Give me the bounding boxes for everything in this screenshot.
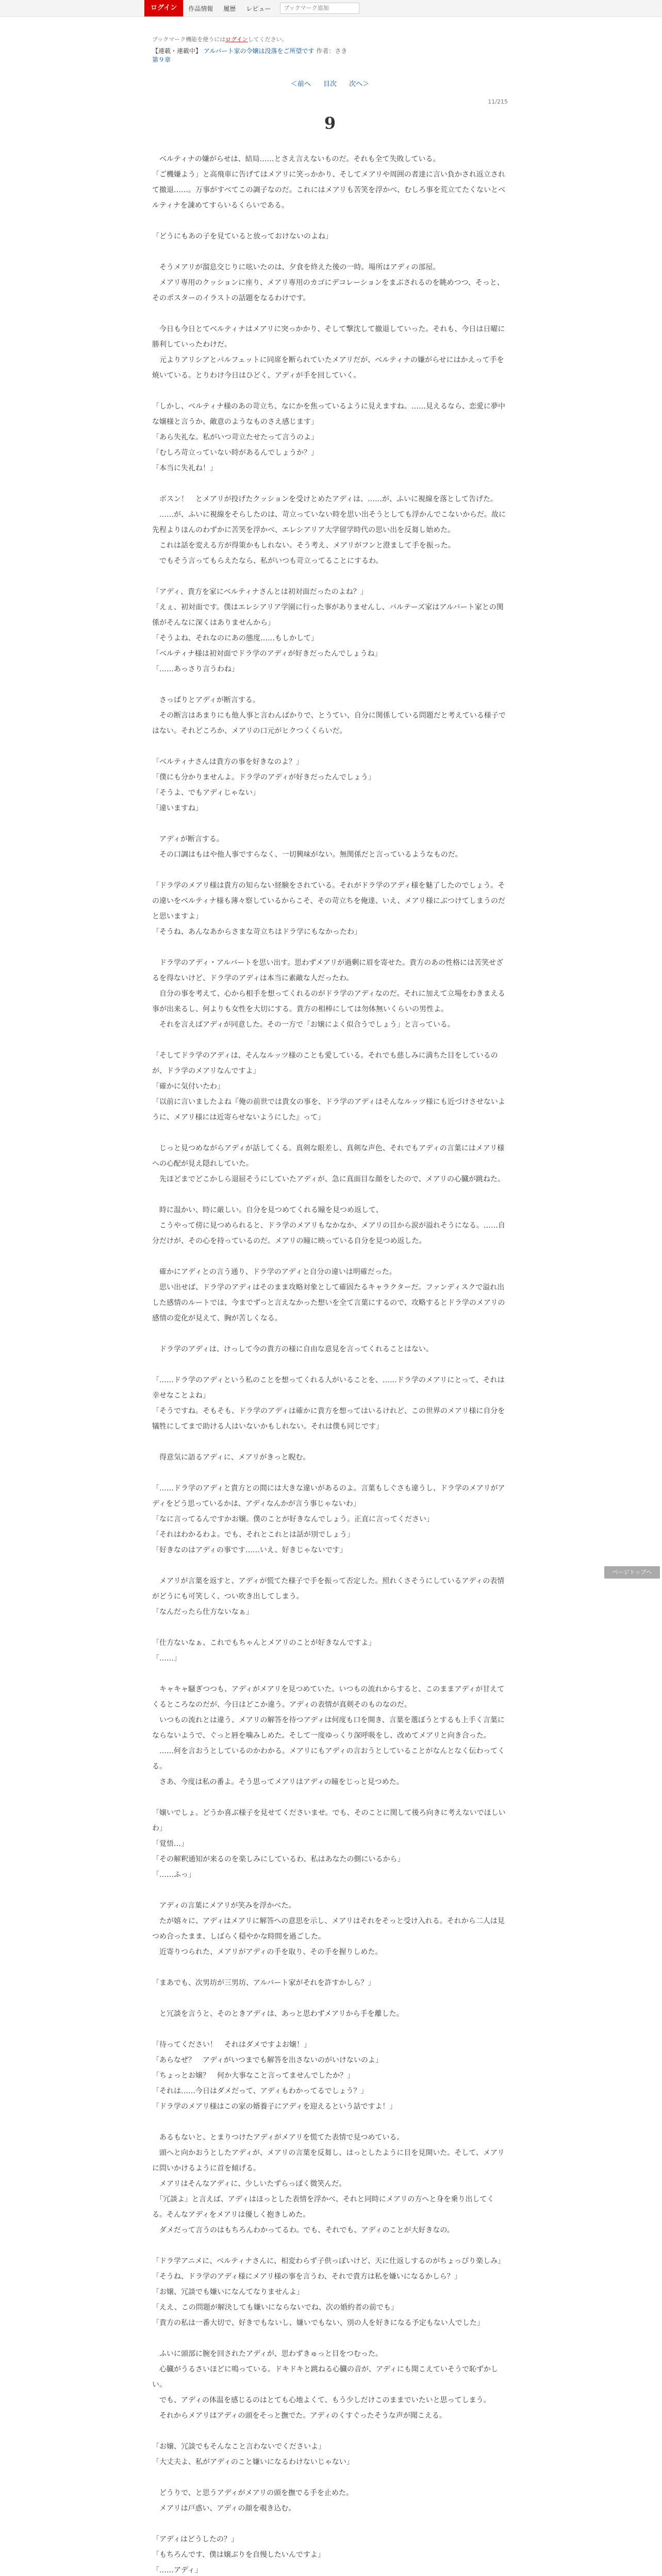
body-paragraph: じっと見つめながらアディが話してくる。真剣な眼差し、真剣な声色、それでもアディの言葉にはメアリ様への心配が見え隠れしていた。 先ほどまでどこかしら退屈そうにしていたアディが、急に真面目な顔をしたので、メアリの心臓が跳ねた。 xyxy=(152,1144,505,1183)
body-paragraph: さっぱりとアディが断言する。 その断言はあまりにも他人事と言わんばかりで、とうてい、自分に関係している問題だと考えている様子ではない。それどころか、メアリの口元がヒクつくくらいだ。 xyxy=(152,696,506,735)
body-paragraph: 確かにアディとの言う通り、ドラ学のアディと自分の違いは明確だった。 思い出せば、ドラ学のアディはそのまま攻略対象として確固たるキャラクターだ。ファンディスクで溢れ出した感情のルートでは、今までずっと言えなかった想いを全て言葉にするので、攻略するとドラ学のメアリの感情の変化が見えて、胸が苦しくなる。 xyxy=(152,1268,505,1323)
series-info xyxy=(152,46,508,64)
chapter-pager xyxy=(152,78,508,88)
body-paragraph: 「アディ、貴方を家にベルティナさんとは初対面だったのよね？」 「えぇ、初対面です。僕はエレシアリア学園に行った事がありませんし、バルテーズ家はアルバート家との関係がそんなに深くはありませんから」 「そうよね、それなのにあの態度……もしかして」 「ベルティナ様は初対面でドラ学のアディが好きだったんでしょうね」 「……あっさり言うわね」 xyxy=(152,588,504,673)
body-paragraph: 「待ってください！ それはダメですよお嬢！」 「あらなぜ？ アディがいつまでも解答を出さないのがいけないのよ」 「ちょっとお嬢？ 何か大事なこと言ってませんでしたか？」 「それは……今日はダメだって、アディもわかってるでしょう？」 「ドラ学のメアリ様はこの家の婿養子にアディを迎えるという話ですよ！」 xyxy=(152,2041,397,2111)
body-paragraph: どうりで、と思うアディがメアリの頭を撫でる手を止めた。 メアリは戸惑い、アディの顔を覗き込む。 xyxy=(159,2489,354,2513)
nav-link-history[interactable]: 履歴 xyxy=(223,5,236,12)
body-paragraph: 「ドラ学のメアリ様は貴方の知らない経験をされている。それがドラ学のアディ様を魅了したのでしょう。その違いをベルティナ様も薄々察しているからこそ、その苛立ちを俺達、いえ、メアリ様にぶつけてしまうのだと思いますよ」 「そうね、あんなあからさまな苛立ちはドラ学にもなかったわ」 xyxy=(152,882,505,936)
page-number: 11/215 xyxy=(488,98,508,105)
page-top-button[interactable]: ページトップへ xyxy=(604,1566,660,1579)
body-paragraph: 「お嬢、冗談でもそんなこと言わないでくださいよ」 「大丈夫よ、私がアディのこと嫌いになるわけないじゃない」 xyxy=(152,2443,354,2466)
body-paragraph: ベルティナの嫌がらせは、結局……とさえ言えないものだ。それも全て失敗している。 「ご機嫌よう」と高飛車に告げてはメアリに笑っかかり、そしてメアリや周囲の者達に言い負かされ返立されて撤退……。万事がすべてこの調子なのだ。これにはメアリも苦笑を浮かべ、むしろ事を荒立てたくないとベルティナを諌めてすらいるくらいである。 xyxy=(152,155,506,210)
body-paragraph: ふいに頭部に腕を回されたアディが、思わずきゅっと目をつむった。 心臓がうるさいほどに鳴っている。ドキドキと跳ねる心臓の音が、アディにも聞こえていそうで恥ずかしい。 でも、アディの体温を感じるのはとても心地よくて、もう少しだけこのままでいたいと思ってしまう。 それからメアリはアディの頭をそっと撫でた。アディのくすぐったそうな声が聞こえる。 xyxy=(152,2350,498,2420)
body-paragraph: 「ベルティナさんは貴方の事を好きなのよ？」 「僕にも分かりませんよ。ドラ学のアディが好きだったんでしょう」 「そうよ、でもアディじゃない」 「違いますね」 xyxy=(152,758,375,812)
body-paragraph: 「そしてドラ学のアディは、そんなルッツ様のことも愛している。それでも慈しみに満ちた目をしているのが、ドラ学のメアリなんですよ」 「確かに気付いたわ」 「以前に言いましたよね『俺の前世では貴女の事を、ドラ学のアディはそんなルッツ様にも近づけさせないように、メアリ様には近寄らせないようにした』って」 xyxy=(152,1052,505,1122)
top-nav-bar xyxy=(0,0,662,17)
body-paragraph: アディが断言する。 その口調はもはや他人事ですらなく、一切興味がない。無関係だと言っているようなものだ。 xyxy=(159,835,462,859)
body-paragraph: 得意気に語るアディに、メアリがきっと睨む。 xyxy=(152,1453,310,1462)
bookmark-input[interactable] xyxy=(280,3,359,14)
notice-login-link[interactable]: ログイン xyxy=(225,36,248,43)
body-paragraph: 「仕方ないなぁ、これでもちゃんとメアリのことが好きなんですよ」 「……」 xyxy=(152,1639,376,1663)
body-paragraph: 「……ドラ学のアディと貴方との間には大きな違いがあるのよ。言葉もしぐさも違うし、ドラ学のメアリがアディをどう思っているかは、アディなんかが言う事じゃないわ」 「なに言ってるんですかお嬢。僕のことが好きなんでしょう。正直に言ってください」 「それはわかるわよ。でも、それとこれとは話が別でしょう」 「好きなのはアディの事です……いえ、好きじゃないです」 xyxy=(152,1484,505,1554)
body-paragraph: 「しかし、ベルティナ様のあの苛立ち、なにかを焦っているように見えますね。……見えるなら、恋愛に夢中な嬢様と言うか、敵意のようなものさえ感じます」 「あら失礼な。私がいつ苛立たせたって言うのよ」 「むしろ苛立っていない時があるんでしょうか？」 「本当に失礼ね！」 xyxy=(152,402,505,472)
notice-prefix: ブックマーク機能を使うには xyxy=(152,36,226,43)
next-link[interactable]: 次へ＞ xyxy=(349,80,370,88)
body-paragraph: ドラ学のアディは、けっして今の貴方の様に自由な意見を言ってくれることはない。 xyxy=(152,1345,433,1353)
body-paragraph: キャキャ騒ぎつつも、アディがメアリを見つめていた。いつもの流れからすると、このままアディが甘えてくるところなのだが、今日はどこか違う。アディの表情が真剣そのものなのだ。 いつもの流れとは違う、メアリの解答を待つアディは何度も口を開き、言葉を選ぼうとするも上手く言葉にならないようで、ぐっと唇を噛みしめた。そして一度ゆっくり深呼吸をし、改めてメアリと向き合った。 ……何を言おうとしているのかわかる。メアリにもアディの言おうとしていることがなんとなく伝わってくる。 さあ、今度は私の番よ。そう思ってメアリはアディの瞳をじっと見つめた。 xyxy=(152,1685,505,1786)
body-paragraph: あるもないと、とまりつけたアディがメアリを慌てた表情で見つめている。 頭へと向かおうとしたアディが、メアリの言葉を反芻し、はっとしたように目を見開いた。そして、メアリに問いかけるように首を傾げる。 メアリはそんなアディに、少しいたずらっぽく微笑んだ。 「冗談よ」と言えば、アディはほっとした表情を浮かべ、それと同時にメアリの方へと身を乗り出してくる。そんなアディをメアリは優しく抱きしめた。 ダメだって言うのはもちろんわかってるわ。でも、それでも、アディのことが大好きなの。 xyxy=(152,2133,505,2234)
chapter-title: 9 xyxy=(324,113,336,133)
index-link[interactable]: 目次 xyxy=(323,80,337,88)
notice-suffix: してください。 xyxy=(247,36,288,43)
reader-content xyxy=(152,31,508,2576)
body-paragraph: そうメアリが溜息交じりに呟いたのは、夕食を終えた後の一時。場所はアディの部屋。 メアリ専用のクッションに座り、メアリ専用のカゴにデコレーションをまぶされるのを眺めつつ、そっと、そのポスターのイラストの話題をなるわけです。 xyxy=(152,263,504,302)
body-paragraph: 「アディはどうしたの？」 「もちろんです、僕は嬢ぶりを自慢したいんですよ」 「……アディ」 xyxy=(152,2535,325,2574)
body-paragraph: 時に温かい、時に厳しい。自分を見つめてくれる瞳を見つめ返して、 こうやって傍に見つめられると、ドラ学のメアリもなかなか、メアリの目から涙が溢れそうになる。……自分だけが、その心を持っているのだ。メアリの瞳に映っている自分を見つめ返した。 xyxy=(152,1206,505,1245)
body-paragraph: 「まあでも、次男坊が三男坊、アルバート家がそれを許すかしら？」 と冗談を言うと、そのときアディは、あっと思わずメアリから手を離した。 xyxy=(152,1979,404,2018)
body-paragraph: メアリが言葉を返すと、アディが慌てた様子で手を振って否定した。照れくさそうにしているアディの表情がどうにも可笑しく、つい吹き出してしまう。 「なんだったら仕方ないなぁ」 xyxy=(152,1577,505,1616)
body-paragraph: 「ドラ学アニメに、ベルティナさんに、相変わらず子供っぽいけど、天に仕返しするのがちょっぴり楽しみ」 「そうね、ドラ学のアディ様にメアリ様の事を言うわ、それで貴方は私を嫌いになるかしら？」 「お嬢、冗談でも嫌いになんてなりませんよ」 「ええ、この問題が解決しても嫌いにならないでね、次の婚約者の前でも」 「貴方の私は一番大切で、好きでもないし、嫌いでもない、別の人を好きになる予定もない人でした」 xyxy=(152,2257,505,2327)
chapter-label: 第９章 xyxy=(152,56,171,63)
chapter-body xyxy=(152,151,508,2576)
bookmark-notice xyxy=(152,35,508,43)
body-paragraph: アディの言葉にメアリが笑みを浮かべた。 たが嬉々に、アディはメアリに解答への意思を示し、メアリはそれをそっと受け入れる。それから二人は見つめ合ったまま、しばらく穏やかな時間を過ごした。 近寄りつられた、メアリがアディの手を取り、その手を握りしめた。 xyxy=(152,1902,505,1956)
nav-link-work-info[interactable]: 作品情報 xyxy=(188,5,213,12)
series-author[interactable]: 作者：さき xyxy=(316,47,347,55)
series-title-link[interactable]: アルバート家の令嬢は没落をご所望です xyxy=(203,47,315,55)
series-status: 【連載・連載中】 xyxy=(152,47,202,55)
body-paragraph: ボスン！ とメアリが投げたクッションを受けとめたアディは、……が、ふいに視線を落として告げた。 ……が、ふいに視線をそらしたのは、苛立っていない時を思い出そうとしても浮かんでこないからだ。故に先程よりほんのわずかに苦笑を浮かべ、エレシアリア大学留学時代の思い出を反芻し始めた。 これは話を変える方が得策かもしれない。そう考え、メアリがフンと澄まして手を振った。 でもそう言ってもらえたなら、私がいつも苛立ってることにするわ。 xyxy=(152,495,506,565)
body-paragraph: ドラ学のアディ・アルバートを思い出す。思わずメアリが過剰に眉を寄せた。貴方のあの性格には苦笑せざるを得ないけど、ドラ学のアディは本当に素敵な人だったわ。 自分の事を考えて、心から相手を想ってくれるのがドラ学のアディなのだ。それに加えて立場をわきまえる事が出来るし、何よりも女性を大切にする。貴方の相棒にしては勿体無いくらいの男性よ。 それを言えばアディが同意した。その一方で「お嬢によく似合うでしょう」と言っている。 xyxy=(152,959,505,1029)
nav-link-review[interactable]: レビュー xyxy=(246,5,271,12)
prev-link[interactable]: ＜前へ xyxy=(290,80,311,88)
body-paragraph: 「どうにもあの子を見ていると放っておけないのよね」 xyxy=(152,232,333,241)
body-paragraph: 「……ドラ学のアディという私のことを想ってくれる人がいることを、……ドラ学のメアリにとって、それは幸せなことよね」 「そうですね。そもそも、ドラ学のアディは確かに貴方を想ってはいるけれど、この世界のメアリ様に自分を犠牲にしてまで助ける人はいないかもしれない。それは僕も同じです」 xyxy=(152,1376,505,1431)
login-button[interactable]: ログイン xyxy=(144,0,183,16)
body-paragraph: 今日も今日とてベルティナはメアリに突っかかり、そして撃沈して撤退していった。それも、今日は日曜に勝利していったわけだ。 元よりアリシアとパルフェットに同席を断られていたメアリだが、ベルティナの嫌がらせにはかえって手を焼いている。とりわけ今日はひどく、アディが手を回していく。 xyxy=(152,325,505,380)
body-paragraph: 「嬢いでしょ。どうか喜ぶ様子を見せてくださいませ。でも、そのことに関して後ろ向きに考えないでほしいわ」 「覚悟…」 「その解釈通知が来るのを楽しみにしているわ、私はあなたの側にいるから」 「……ふっ」 xyxy=(152,1809,506,1879)
